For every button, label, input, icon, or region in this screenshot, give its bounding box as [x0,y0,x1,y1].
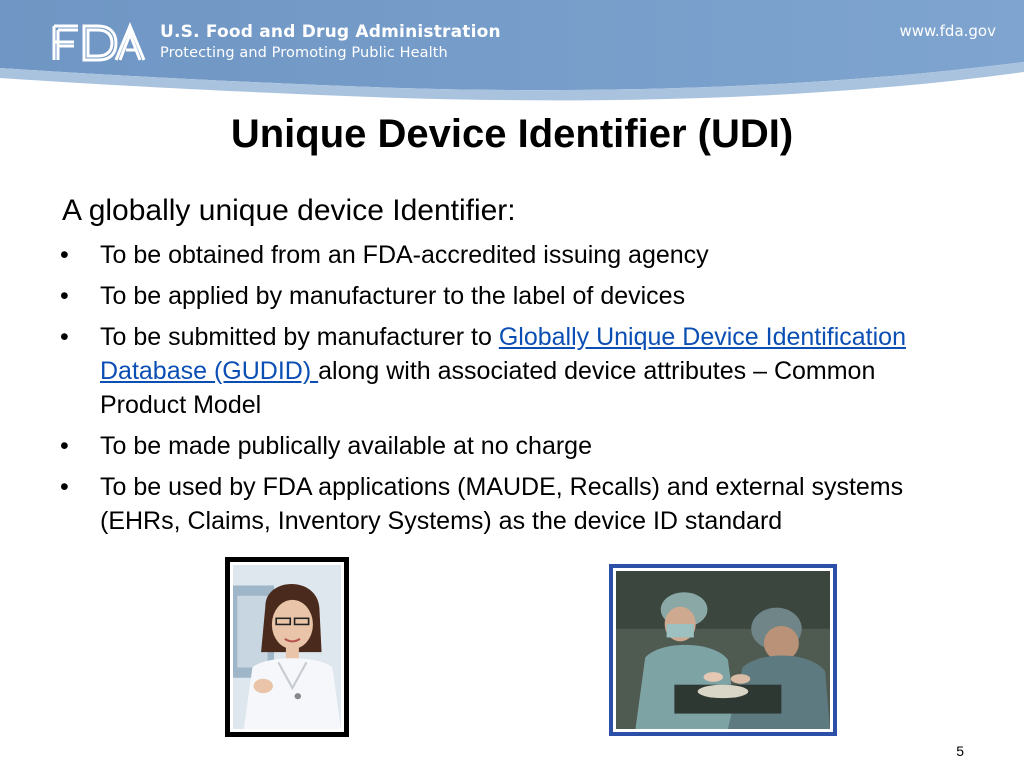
bullet-text: To be applied by manufacturer to the label of devices [100,282,686,310]
intro-text: A globally unique device Identifier: [62,194,516,227]
bullet-text-after: along with associated device attributes – Common Product Model [100,357,876,419]
bullet-icon: • [60,282,69,310]
bullet-item [58,429,928,463]
gudid-link[interactable]: Globally Unique Device Identification Database (GUDID) [100,323,906,385]
header-banner [0,0,1024,110]
agency-name: U.S. Food and Drug Administration [160,22,501,42]
bullet-icon: • [60,323,69,351]
bullet-icon: • [60,241,69,269]
slide-title: Unique Device Identifier (UDI) [230,112,794,156]
bullet-item [58,279,928,313]
bullet-icon: • [60,473,69,501]
website-link[interactable]: www.fda.gov [899,22,996,40]
bullet-item [58,320,928,422]
bullet-text: To be used by FDA applications (MAUDE, Recalls) and external systems (EHRs, Claims, Inventory Systems) as the device ID standard [100,473,904,535]
bullet-icon: • [60,432,69,460]
page-number: 5 [956,743,964,759]
fda-logo [50,22,146,64]
bullet-text: To be obtained from an FDA-accredited issuing agency [100,241,709,269]
bullet-text: To be made publically available at no charge [100,432,592,460]
surgery-photo [609,564,837,736]
bullet-list [58,238,928,545]
bullet-item [58,238,928,272]
doctor-photo [225,557,349,737]
bullet-item [58,470,928,538]
agency-tagline: Protecting and Promoting Public Health [160,45,448,61]
bullet-text-before: To be submitted by manufacturer to [100,323,499,351]
